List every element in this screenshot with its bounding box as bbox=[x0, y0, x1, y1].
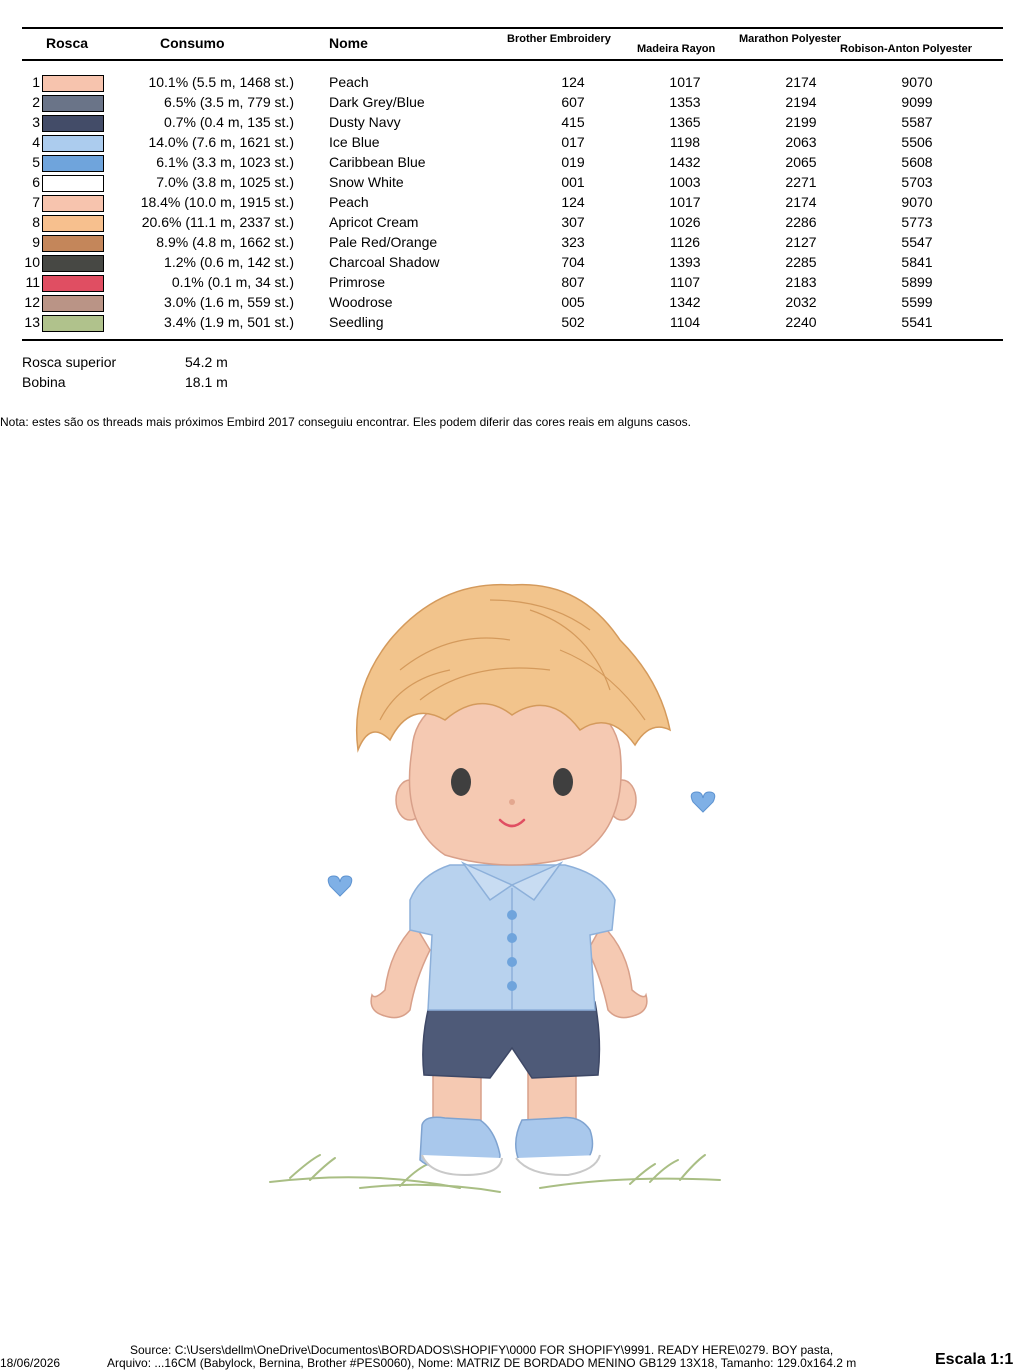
header-marathon: Marathon Polyester bbox=[739, 33, 842, 45]
table-row bbox=[0, 152, 1024, 172]
thread-madeira: 1026 bbox=[669, 214, 701, 230]
thread-note: Nota: estes são os threads mais próximos Embird 2017 conseguiu encontrar. Eles podem diferir das cores reais em alguns casos. bbox=[0, 415, 692, 429]
thread-brother: 607 bbox=[561, 94, 585, 110]
thread-brother: 005 bbox=[561, 294, 585, 310]
thread-consumo: 3.0% (1.6 m, 559 st.) bbox=[164, 294, 294, 310]
table-row bbox=[0, 92, 1024, 112]
thread-number: 4 bbox=[32, 134, 40, 150]
thread-number: 12 bbox=[24, 294, 40, 310]
thread-marathon: 2065 bbox=[785, 154, 817, 170]
thread-swatch bbox=[42, 95, 104, 112]
table-row bbox=[0, 112, 1024, 132]
table-row bbox=[0, 252, 1024, 272]
thread-number: 3 bbox=[32, 114, 40, 130]
thread-madeira: 1104 bbox=[669, 314, 701, 330]
thread-swatch bbox=[42, 155, 104, 172]
header-brother: Brother Embroidery bbox=[507, 33, 611, 45]
thread-number: 1 bbox=[32, 74, 40, 90]
header-robison: Robison-Anton Polyester bbox=[840, 43, 973, 55]
thread-name: Snow White bbox=[329, 174, 404, 190]
thread-brother: 307 bbox=[561, 214, 585, 230]
thread-consumo: 8.9% (4.8 m, 1662 st.) bbox=[156, 234, 294, 250]
thread-consumo: 0.1% (0.1 m, 34 st.) bbox=[171, 274, 294, 290]
thread-robison: 5608 bbox=[901, 154, 933, 170]
header-rosca: Rosca bbox=[46, 35, 89, 51]
thread-name: Dark Grey/Blue bbox=[329, 94, 425, 110]
thread-madeira: 1107 bbox=[669, 274, 701, 290]
thread-name: Caribbean Blue bbox=[329, 154, 426, 170]
thread-consumo: 3.4% (1.9 m, 501 st.) bbox=[164, 314, 294, 330]
footer-scale: Escala 1:1 bbox=[935, 1351, 1014, 1368]
thread-name: Woodrose bbox=[329, 294, 393, 310]
thread-number: 13 bbox=[24, 314, 40, 330]
thread-robison: 5587 bbox=[901, 114, 933, 130]
thread-robison: 9070 bbox=[901, 74, 933, 90]
thread-marathon: 2285 bbox=[785, 254, 817, 270]
summary-bobina-label: Bobina bbox=[22, 374, 66, 390]
thread-brother: 323 bbox=[561, 234, 585, 250]
footer-source: Source: C:\Users\dellm\OneDrive\Documentos\BORDADOS\SHOPIFY\0000 FOR SHOPIFY\9991. READY HERE\0279. BOY pasta, bbox=[130, 1343, 834, 1357]
footer-arquivo: Arquivo: ...16CM (Babylock, Bernina, Brother #PES0060), Nome: MATRIZ DE BORDADO MENINO GB129 13X18, Tamanho: 129.0x164.2 m bbox=[107, 1356, 857, 1370]
thread-marathon: 2174 bbox=[785, 74, 817, 90]
thread-consumo: 6.1% (3.3 m, 1023 st.) bbox=[156, 154, 294, 170]
table-row bbox=[0, 172, 1024, 192]
thread-number: 9 bbox=[32, 234, 40, 250]
thread-brother: 017 bbox=[561, 134, 585, 150]
table-row bbox=[0, 72, 1024, 92]
summary-rosca-label: Rosca superior bbox=[22, 354, 117, 370]
thread-swatch bbox=[42, 255, 104, 272]
thread-number: 10 bbox=[24, 254, 40, 270]
thread-robison: 9099 bbox=[901, 94, 933, 110]
thread-marathon: 2127 bbox=[785, 234, 817, 250]
thread-name: Seedling bbox=[329, 314, 384, 330]
thread-madeira: 1003 bbox=[669, 174, 701, 190]
thread-brother: 001 bbox=[561, 174, 585, 190]
summary-rosca-value: 54.2 m bbox=[185, 354, 228, 370]
thread-madeira: 1017 bbox=[669, 74, 701, 90]
thread-robison: 5506 bbox=[901, 134, 933, 150]
thread-name: Ice Blue bbox=[329, 134, 380, 150]
header-consumo: Consumo bbox=[160, 35, 225, 51]
thread-robison: 5541 bbox=[901, 314, 933, 330]
thread-robison: 5899 bbox=[901, 274, 933, 290]
thread-robison: 5703 bbox=[901, 174, 933, 190]
thread-robison: 9070 bbox=[901, 194, 933, 210]
thread-swatch bbox=[42, 235, 104, 252]
thread-number: 8 bbox=[32, 214, 40, 230]
table-row bbox=[0, 292, 1024, 312]
thread-swatch bbox=[42, 75, 104, 92]
thread-name: Pale Red/Orange bbox=[329, 234, 438, 250]
heart-icon bbox=[328, 876, 352, 896]
thread-madeira: 1126 bbox=[669, 234, 701, 250]
thread-consumo: 18.4% (10.0 m, 1915 st.) bbox=[140, 194, 294, 210]
shirt bbox=[410, 863, 615, 1010]
thread-consumo: 10.1% (5.5 m, 1468 st.) bbox=[148, 74, 294, 90]
thread-name: Peach bbox=[329, 194, 369, 210]
thread-madeira: 1432 bbox=[669, 154, 701, 170]
thread-marathon: 2183 bbox=[785, 274, 817, 290]
shorts bbox=[423, 1002, 600, 1078]
table-bottom-rule bbox=[22, 339, 1003, 341]
thread-swatch bbox=[42, 195, 104, 212]
thread-swatch bbox=[42, 315, 104, 332]
thread-marathon: 2240 bbox=[785, 314, 817, 330]
thread-robison: 5773 bbox=[901, 214, 933, 230]
thread-madeira: 1342 bbox=[669, 294, 701, 310]
thread-number: 6 bbox=[32, 174, 40, 190]
table-row bbox=[0, 272, 1024, 292]
table-row bbox=[0, 232, 1024, 252]
table-top-rule bbox=[22, 27, 1003, 29]
thread-consumo: 6.5% (3.5 m, 779 st.) bbox=[164, 94, 294, 110]
footer-date: 18/06/2026 bbox=[0, 1356, 61, 1370]
header-nome: Nome bbox=[329, 35, 368, 51]
heart-icon bbox=[691, 792, 715, 812]
thread-madeira: 1198 bbox=[669, 134, 701, 150]
thread-swatch bbox=[42, 115, 104, 132]
thread-marathon: 2199 bbox=[785, 114, 817, 130]
header-madeira: Madeira Rayon bbox=[637, 43, 716, 55]
thread-madeira: 1353 bbox=[669, 94, 701, 110]
thread-name: Apricot Cream bbox=[329, 214, 419, 230]
thread-consumo: 14.0% (7.6 m, 1621 st.) bbox=[148, 134, 294, 150]
thread-marathon: 2174 bbox=[785, 194, 817, 210]
header-bottom-rule bbox=[22, 59, 1003, 61]
shoes bbox=[420, 1117, 600, 1175]
summary-bobina-value: 18.1 m bbox=[185, 374, 228, 390]
thread-name: Charcoal Shadow bbox=[329, 254, 440, 270]
thread-robison: 5599 bbox=[901, 294, 933, 310]
thread-consumo: 1.2% (0.6 m, 142 st.) bbox=[164, 254, 294, 270]
thread-brother: 415 bbox=[561, 114, 585, 130]
table-row bbox=[0, 192, 1024, 212]
table-row bbox=[0, 312, 1024, 332]
thread-marathon: 2063 bbox=[785, 134, 817, 150]
thread-robison: 5547 bbox=[901, 234, 933, 250]
thread-brother: 124 bbox=[561, 194, 585, 210]
thread-marathon: 2286 bbox=[785, 214, 817, 230]
thread-brother: 502 bbox=[561, 314, 585, 330]
table-row bbox=[0, 132, 1024, 152]
embroidery-preview bbox=[250, 570, 750, 1210]
thread-name: Peach bbox=[329, 74, 369, 90]
thread-swatch bbox=[42, 295, 104, 312]
thread-brother: 019 bbox=[561, 154, 585, 170]
thread-number: 2 bbox=[32, 94, 40, 110]
thread-marathon: 2032 bbox=[785, 294, 817, 310]
thread-name: Dusty Navy bbox=[329, 114, 401, 130]
thread-swatch bbox=[42, 215, 104, 232]
thread-swatch bbox=[42, 135, 104, 152]
thread-swatch bbox=[42, 275, 104, 292]
thread-marathon: 2271 bbox=[785, 174, 817, 190]
thread-brother: 124 bbox=[561, 74, 585, 90]
thread-robison: 5841 bbox=[901, 254, 933, 270]
thread-consumo: 7.0% (3.8 m, 1025 st.) bbox=[156, 174, 294, 190]
thread-consumo: 20.6% (11.1 m, 2337 st.) bbox=[141, 214, 294, 230]
thread-number: 7 bbox=[32, 194, 40, 210]
thread-name: Primrose bbox=[329, 274, 386, 290]
thread-consumo: 0.7% (0.4 m, 135 st.) bbox=[164, 114, 294, 130]
thread-number: 11 bbox=[25, 274, 40, 290]
thread-brother: 807 bbox=[561, 274, 585, 290]
thread-madeira: 1365 bbox=[669, 114, 701, 130]
thread-swatch bbox=[42, 175, 104, 192]
thread-number: 5 bbox=[32, 154, 40, 170]
thread-madeira: 1393 bbox=[669, 254, 701, 270]
thread-madeira: 1017 bbox=[669, 194, 701, 210]
thread-marathon: 2194 bbox=[785, 94, 817, 110]
table-row bbox=[0, 212, 1024, 232]
thread-brother: 704 bbox=[561, 254, 585, 270]
